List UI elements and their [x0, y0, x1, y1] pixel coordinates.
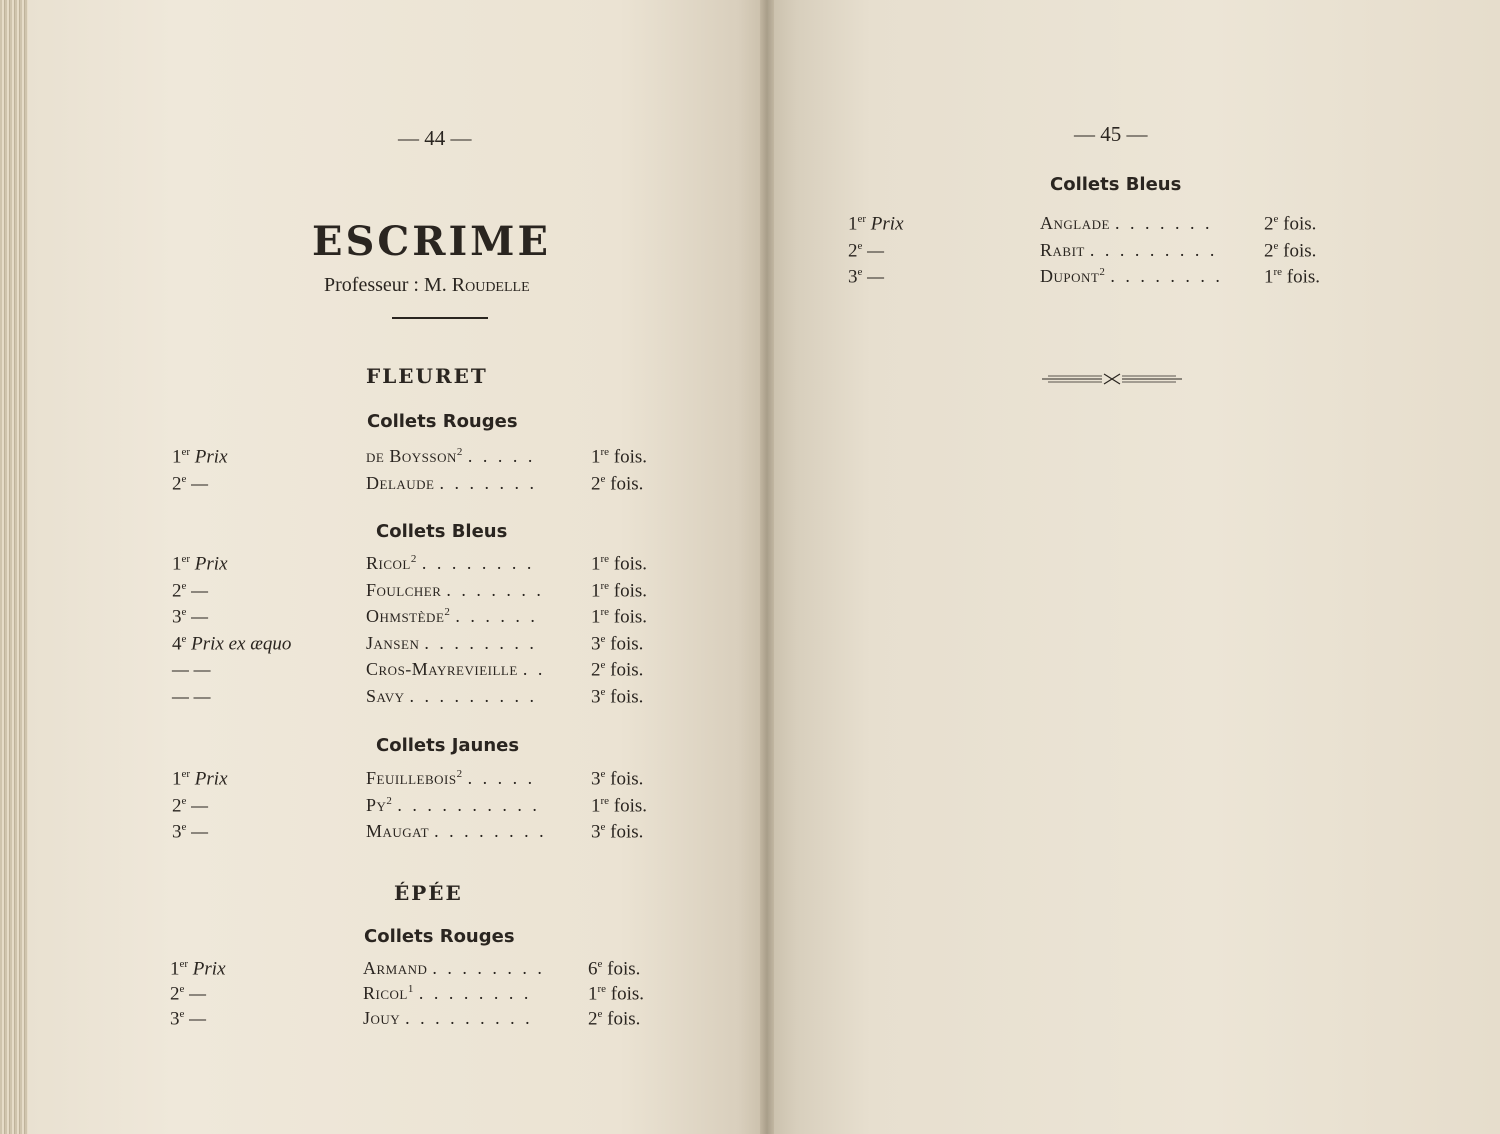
rank-text: Prix	[194, 768, 228, 790]
leader-dots: . . . . . . .	[446, 579, 544, 600]
page-title: ESCRIME	[312, 218, 551, 265]
count-number: 3	[591, 821, 601, 843]
rank-label	[172, 768, 228, 790]
student-note: 1	[407, 983, 414, 995]
count-word: fois.	[610, 473, 644, 495]
count-number: 1	[591, 579, 601, 601]
rank-suffix: e	[181, 579, 187, 592]
student-note: 2	[444, 606, 451, 618]
student-entry	[1040, 266, 1223, 287]
section-epee: ÉPÉE	[394, 881, 463, 905]
student-note: 2	[410, 553, 417, 565]
count-number: 3	[591, 632, 601, 654]
award-count	[591, 659, 643, 681]
rank-number: 1	[170, 958, 180, 980]
student-entry	[363, 983, 531, 1004]
award-count	[1264, 240, 1316, 262]
leader-dots: . . . . . . . .	[1110, 266, 1223, 286]
student-entry	[1040, 240, 1217, 261]
rank-suffix: e	[181, 632, 187, 645]
page-edges	[0, 0, 28, 1134]
student-entry	[366, 768, 535, 789]
student-entry	[366, 795, 540, 816]
rank-label	[170, 958, 226, 980]
rank-suffix: er	[179, 958, 189, 970]
count-suffix: e	[1273, 239, 1279, 252]
student-entry	[1040, 213, 1212, 234]
rank-text: Prix	[194, 553, 228, 575]
student-name: Maugat	[366, 821, 430, 841]
rank-suffix: e	[857, 239, 863, 252]
student-entry	[366, 686, 537, 707]
rank-label	[170, 983, 206, 1005]
rank-text: —	[191, 606, 209, 628]
title-rule	[392, 317, 488, 319]
count-word: fois.	[610, 768, 644, 790]
rank-number: 1	[172, 553, 182, 575]
leader-dots: . . . . . . . . . .	[397, 794, 540, 815]
right-page	[768, 0, 1500, 1134]
count-number: 1	[591, 553, 601, 575]
award-count	[1264, 213, 1316, 235]
rank-number: 3	[170, 1008, 180, 1030]
rank-number: 4	[172, 632, 182, 654]
count-word: fois.	[1283, 213, 1317, 235]
count-number: 1	[1264, 266, 1274, 288]
leader-dots: . . . . .	[467, 446, 536, 466]
student-note: 2	[1099, 266, 1106, 278]
award-count	[591, 821, 643, 843]
section-fleuret: FLEURET	[366, 364, 488, 388]
student-entry	[366, 659, 545, 680]
award-count	[588, 983, 644, 1005]
student-entry	[366, 606, 538, 627]
rank-text: —	[867, 239, 885, 261]
rank-label	[848, 266, 884, 288]
rank-label	[170, 1008, 206, 1030]
rank-suffix: er	[181, 768, 191, 780]
rank-text: —	[189, 983, 207, 1005]
rank-number: 2	[172, 473, 182, 495]
count-number: 1	[588, 983, 598, 1005]
student-name: Feuillebois	[366, 768, 457, 788]
leader-dots: . . . . . . . .	[432, 958, 545, 978]
count-suffix: e	[600, 768, 606, 780]
count-number: 2	[588, 1008, 598, 1030]
count-suffix: e	[600, 632, 606, 645]
rank-label	[172, 606, 208, 628]
rank-number: 2	[848, 239, 858, 261]
student-name: Foulcher	[366, 579, 442, 600]
rank-label	[172, 795, 208, 817]
leader-dots: . . . . . . . .	[421, 553, 535, 573]
student-name: Ohmstède	[366, 606, 445, 626]
rank-suffix: e	[179, 983, 185, 995]
count-word: fois.	[613, 579, 648, 601]
award-count	[591, 768, 643, 790]
student-entry	[366, 580, 544, 601]
award-count	[591, 473, 643, 495]
count-word: fois.	[607, 958, 641, 980]
award-count	[591, 580, 647, 602]
count-number: 2	[591, 659, 601, 681]
student-name: Dupont	[1040, 266, 1100, 286]
book-gutter	[760, 0, 774, 1134]
count-suffix: e	[597, 958, 603, 970]
award-count	[591, 606, 647, 628]
rank-label	[172, 686, 211, 708]
count-word: fois.	[610, 685, 644, 707]
rank-text: Prix	[192, 958, 226, 980]
right-bleus-heading: Collets Bleus	[1050, 174, 1182, 195]
rank-suffix: e	[181, 821, 187, 833]
student-entry	[366, 473, 537, 494]
rank-suffix: e	[181, 794, 187, 807]
count-suffix: re	[600, 579, 610, 592]
leader-dots: . . . . . . . . .	[409, 685, 537, 706]
rank-suffix: e	[181, 473, 187, 485]
rank-text: —	[191, 794, 209, 816]
award-count	[591, 446, 647, 468]
count-number: 2	[1264, 239, 1274, 261]
count-word: fois.	[610, 632, 644, 654]
count-number: 1	[591, 446, 601, 468]
rank-text: Prix	[870, 213, 904, 235]
rank-suffix: er	[857, 213, 867, 225]
student-name: Rabit	[1040, 239, 1085, 260]
count-suffix: e	[600, 659, 606, 671]
leader-dots: . . . . . . . . .	[1089, 239, 1218, 260]
student-name: Ricol	[363, 983, 408, 1003]
student-name: Ricol	[366, 553, 411, 573]
count-suffix: e	[597, 1008, 603, 1020]
rank-number: 2	[172, 579, 182, 601]
rank-number: 2	[170, 983, 180, 1005]
professor-line	[324, 274, 530, 297]
leader-dots: . . . . . . . .	[418, 983, 532, 1003]
rank-text: —	[189, 1008, 207, 1030]
rank-suffix: e	[181, 606, 187, 618]
count-number: 1	[591, 606, 601, 628]
rank-number: 1	[848, 213, 858, 235]
count-number: 2	[591, 473, 601, 495]
student-name: Savy	[366, 685, 405, 706]
fleuret-bleus-heading: Collets Bleus	[376, 521, 508, 542]
ornament-divider	[1040, 371, 1184, 387]
student-name: Cros-Mayrevieille	[366, 659, 518, 679]
rank-text: — —	[172, 659, 211, 681]
award-count	[591, 633, 643, 655]
leader-dots: . . . . . . .	[1114, 213, 1213, 233]
leader-dots: . . . . . . . .	[434, 821, 547, 841]
count-number: 3	[591, 768, 601, 790]
fleuret-jaunes-heading: Collets Jaunes	[376, 735, 520, 756]
award-count	[591, 795, 647, 817]
count-word: fois.	[610, 821, 644, 843]
count-word: fois.	[613, 606, 648, 628]
rank-number: 3	[172, 821, 182, 843]
rank-text: —	[191, 579, 209, 601]
student-name: Jansen	[366, 632, 420, 653]
count-suffix: re	[600, 553, 610, 565]
count-suffix: e	[1273, 213, 1279, 225]
count-suffix: re	[597, 983, 607, 995]
student-note: 2	[386, 794, 393, 807]
rank-label	[172, 580, 208, 602]
rank-text: —	[867, 266, 885, 288]
rank-suffix: er	[181, 553, 191, 565]
rank-number: 3	[848, 266, 858, 288]
leader-dots: . . . . . . . .	[424, 632, 537, 653]
count-suffix: re	[1273, 266, 1283, 278]
student-name: Anglade	[1040, 213, 1110, 233]
student-name: Armand	[363, 958, 428, 978]
rank-text: — —	[172, 685, 211, 707]
count-word: fois.	[607, 1008, 641, 1030]
rank-number: 1	[172, 768, 182, 790]
count-suffix: e	[600, 473, 606, 485]
count-word: fois.	[1286, 266, 1321, 288]
award-count	[591, 686, 643, 708]
rank-label	[172, 659, 211, 681]
count-number: 3	[591, 685, 601, 707]
rank-suffix: e	[857, 266, 863, 278]
count-word: fois.	[610, 983, 645, 1005]
award-count	[591, 553, 647, 575]
count-suffix: re	[600, 794, 610, 807]
count-word: fois.	[1283, 239, 1317, 261]
student-name: Delaude	[366, 473, 435, 493]
award-count	[588, 1008, 640, 1030]
count-suffix: e	[600, 821, 606, 833]
count-number: 2	[1264, 213, 1274, 235]
professor-name: Roudelle	[451, 274, 530, 296]
student-entry	[366, 821, 547, 842]
student-note: 2	[456, 446, 463, 458]
rank-label	[172, 821, 208, 843]
count-word: fois.	[613, 446, 648, 468]
rank-suffix: e	[179, 1008, 185, 1020]
rank-label	[172, 473, 208, 495]
rank-label	[848, 213, 904, 235]
award-count	[588, 958, 640, 980]
count-suffix: re	[600, 606, 610, 618]
count-number: 1	[591, 794, 601, 816]
count-word: fois.	[613, 794, 648, 816]
rank-suffix: er	[181, 446, 191, 458]
page-number-right: — 45 —	[1074, 122, 1148, 146]
leader-dots: . . . . . . . . .	[405, 1008, 533, 1028]
rank-label	[172, 446, 228, 468]
rank-number: 1	[172, 446, 182, 468]
epee-rouges-heading: Collets Rouges	[364, 926, 515, 947]
rank-text: Prix	[194, 446, 228, 468]
rank-text: —	[191, 821, 209, 843]
leader-dots: . . . . .	[467, 768, 536, 788]
leader-dots: . . . . . .	[455, 606, 538, 626]
count-word: fois.	[610, 659, 644, 681]
rank-label	[848, 240, 884, 262]
professor-prefix: Professeur : M.	[324, 274, 447, 296]
student-note: 2	[456, 768, 463, 780]
count-suffix: e	[600, 685, 606, 698]
rank-number: 2	[172, 794, 182, 816]
rank-text: —	[191, 473, 209, 495]
rank-label	[172, 633, 291, 655]
rank-number: 3	[172, 606, 182, 628]
student-entry	[366, 633, 537, 654]
page-number-left: — 44 —	[398, 126, 472, 150]
student-entry	[363, 1008, 533, 1029]
student-name: de Boysson	[366, 446, 457, 466]
student-name: Py	[366, 794, 387, 815]
leader-dots: . .	[522, 659, 546, 679]
fleuret-rouges-heading: Collets Rouges	[367, 411, 518, 432]
student-entry	[363, 958, 545, 979]
student-entry	[366, 446, 535, 467]
award-count	[1264, 266, 1320, 288]
count-suffix: re	[600, 446, 610, 458]
rank-text: Prix ex æquo	[191, 632, 292, 654]
count-word: fois.	[613, 553, 648, 575]
count-number: 6	[588, 958, 598, 980]
student-entry	[366, 553, 534, 574]
rank-label	[172, 553, 228, 575]
student-name: Jouy	[363, 1008, 401, 1028]
leader-dots: . . . . . . .	[439, 473, 537, 493]
